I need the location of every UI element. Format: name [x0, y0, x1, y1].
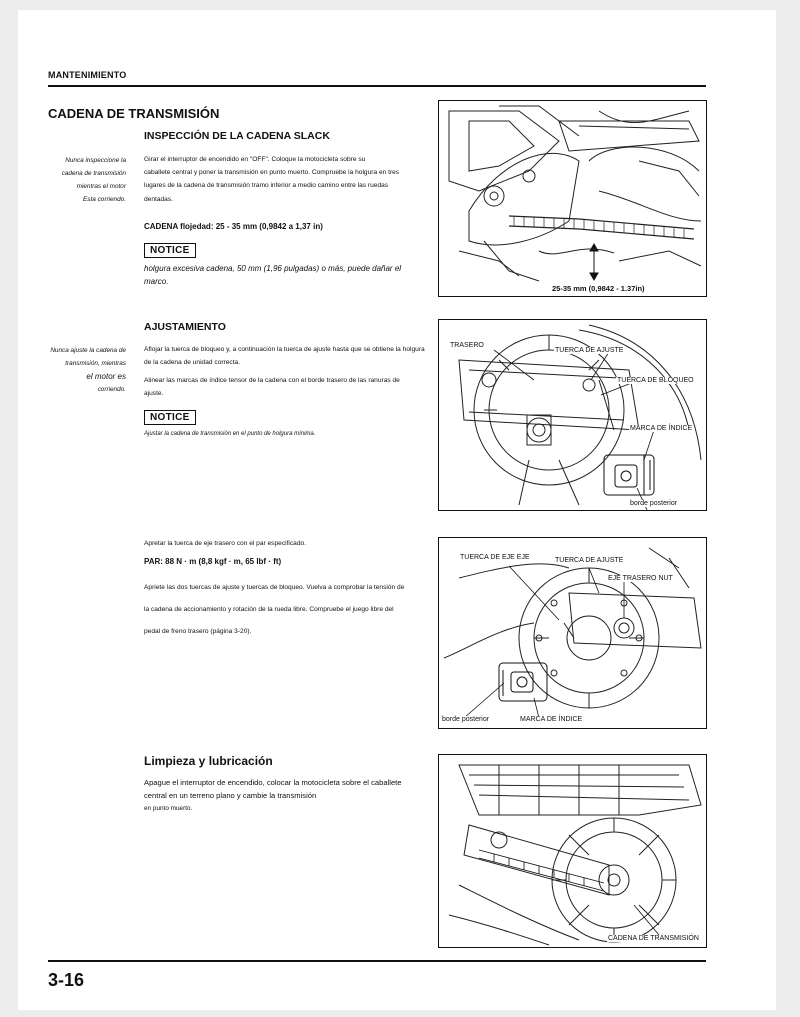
torque-spec: PAR: 88 N · m (8,8 kgf · m, 65 lbf · ft): [144, 557, 282, 566]
inspection-notice-text: holgura excesiva cadena, 50 mm (1,96 pulgadas) o más, puede dañar el marco.: [144, 264, 402, 286]
notice-badge: NOTICE: [144, 243, 196, 258]
label-tuerca-ajuste: TUERCA DE AJUSTE: [555, 347, 624, 354]
figure-axle-nut: [438, 537, 707, 729]
header-rule: [48, 85, 706, 87]
label-marca-indice: MARCA DE ÍNDICE: [630, 425, 693, 432]
section-label: MANTENIMIENTO: [48, 70, 127, 80]
cleaning-title: Limpieza y lubricación: [144, 754, 273, 768]
label-trasero: TRASERO: [450, 342, 484, 349]
label-tuerca-bloqueo: TUERCA DE BLOQUEO: [617, 377, 694, 384]
torque-body: Apretar la tuerca de eje trasero con el par especificado.: [144, 540, 307, 547]
label-borde-posterior-2: borde posterior: [442, 716, 490, 723]
adjustment-notice: [144, 407, 196, 425]
figure-chain-lube-drawing: [439, 755, 706, 947]
inspection-spec: CADENA flojedad: 25 - 35 mm (0,9842 a 1,37 in): [144, 222, 323, 231]
adjustment-title: AJUSTAMIENTO: [144, 321, 226, 333]
figure-chain-adjust: [438, 319, 707, 511]
figure-axle-nut-drawing: [439, 538, 706, 728]
label-tuerca-eje: TUERCA DE EJE EJE: [460, 554, 530, 561]
label-marca-indice-2: MARCA DE ÍNDICE: [520, 716, 583, 723]
inspection-notice: [144, 240, 196, 258]
adjustment-notice-text: Ajustar la cadena de transmisión en el punto de holgura mínima.: [144, 431, 316, 437]
notice-badge: NOTICE: [144, 410, 196, 425]
figure-chain-lube: [438, 754, 707, 948]
figure-chain-slack-label: 25-35 mm (0,9842 - 1.37in): [552, 284, 645, 293]
adjustment-body-2: Alinear las marcas de índice tensor de la cadena con el borde trasero de las ranuras de ajuste.: [144, 377, 400, 398]
label-borde-posterior: borde posterior: [630, 500, 678, 507]
torque-body-2: Apriete las dos tuercas de ajuste y tuercas de bloqueo. Vuelva a comprobar la tensión de la cadena de accionamiento y rotación de la rueda libre. Compruebe el juego libre del pedal de freno trasero (página 3-20).: [144, 584, 405, 635]
inspection-body: Girar el interruptor de encendido en "OFF". Coloque la motocicleta sobre su caballete central y poner la transmisión en punto muerto. Compruebe la holgura en tres lugares de la cadena de transmisión tramo inferior a medio camino entre las ruedas dentadas.: [144, 156, 400, 203]
label-eje-trasero: EJE TRASERO NUT: [608, 575, 673, 582]
cleaning-body: Apague el interruptor de encendido, colocar la motocicleta sobre el caballete central en un terreno plano y cambie la transmisión en punto muerto.: [144, 778, 402, 812]
figure-chain-slack-drawing: [439, 101, 706, 296]
label-cadena-transmision: CADENA DE TRANSMISIÓN: [608, 935, 699, 942]
adjustment-body: Aflojar la tuerca de bloqueo y, a continuación la tuerca de ajuste hasta que se obtiene la holgura de la cadena de unidad correcta.: [144, 346, 425, 367]
adjustment-side-note: Nunca ajuste la cadena de transmisión, mientras el motor es corriendo.: [50, 347, 126, 393]
page-title: CADENA DE TRANSMISIÓN: [48, 106, 220, 121]
label-tuerca-ajuste-2: TUERCA DE AJUSTE: [555, 557, 624, 564]
page-number: 3-16: [48, 970, 85, 990]
figure-chain-slack: [438, 100, 707, 297]
manual-page: [18, 10, 776, 1010]
inspection-title: INSPECCIÓN DE LA CADENA SLACK: [144, 130, 330, 142]
footer-rule: [48, 960, 706, 962]
inspection-side-note: Nunca inspeccione la cadena de transmisión mientras el motor Esta corriendo.: [61, 157, 126, 203]
